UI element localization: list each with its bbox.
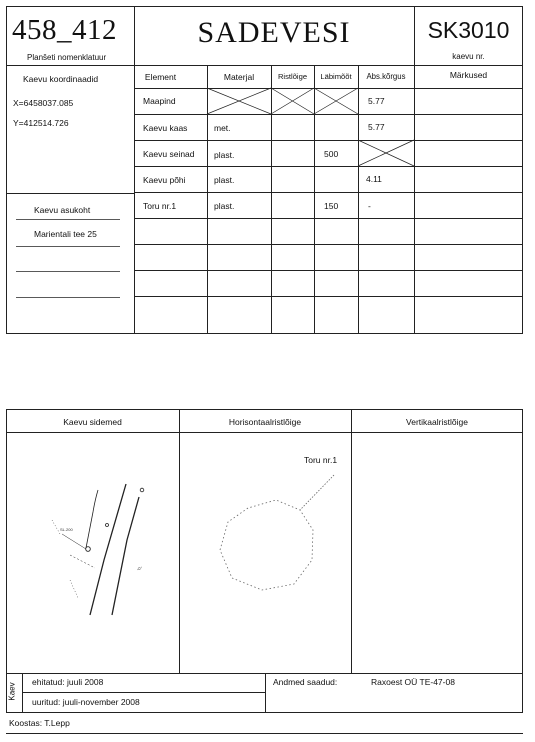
col-header-abs-height: Abs.kõrgus — [366, 72, 406, 81]
section-title-vertical: Vertikaalristlõige — [406, 417, 468, 427]
table-cell-element: Maapind — [143, 96, 176, 106]
table-cell-abs-height: 5.77 — [368, 96, 385, 106]
table-cell-abs-height: - — [368, 201, 371, 211]
surveyed-date: uuritud: juuli-november 2008 — [32, 697, 140, 707]
table-cell-diameter: 150 — [324, 201, 339, 211]
table-cell-material: plast. — [214, 175, 235, 185]
coordinate-x: X=6458037.085 — [13, 98, 74, 108]
table-cell-element: Kaevu põhi — [143, 175, 186, 185]
col-header-material: Materjal — [223, 72, 255, 82]
table-cell-element: Toru nr.1 — [143, 201, 177, 211]
data-source-label: Andmed saadud: — [273, 677, 338, 687]
site-sketch — [52, 484, 144, 615]
location-label: Kaevu asukoht — [34, 205, 91, 215]
table-cell-material: plast. — [214, 150, 235, 160]
col-header-diameter: Läbimõõt — [320, 72, 352, 81]
well-code-label: kaevu nr. — [452, 52, 485, 61]
col-header-remarks: Märkused — [449, 70, 488, 80]
location-address: Marientali tee 25 — [34, 229, 97, 239]
side-label: Kaev — [7, 682, 17, 701]
coordinates-label: Kaevu koordinaadid — [23, 74, 99, 84]
table-cell-element: Kaevu seinad — [143, 149, 195, 159]
col-header-cross-section: Ristlõige — [277, 72, 308, 81]
table-cell-element: Kaevu kaas — [143, 123, 188, 133]
well-code: SK3010 — [427, 17, 510, 43]
compiler: Koostas: T.Lepp — [9, 718, 70, 728]
sheet-label: Planšeti nomenklatuur — [27, 53, 107, 62]
svg-text:TL: TL — [136, 565, 143, 572]
table-cell-material: met. — [214, 123, 231, 133]
section-title-connections: Kaevu sidemed — [63, 417, 122, 427]
cross-section-sketch — [220, 475, 334, 590]
data-source: Raxoest OÜ TE-47-08 — [371, 677, 455, 687]
page-title: SADEVESI — [197, 16, 351, 49]
pipe-label: Toru nr.1 — [304, 455, 338, 465]
table-cell-material: plast. — [214, 201, 235, 211]
coordinate-y: Y=412514.726 — [13, 118, 69, 128]
table-cell-abs-height: 5.77 — [368, 122, 385, 132]
svg-text:SL.200: SL.200 — [60, 527, 73, 532]
sheet-number: 458_412 — [12, 14, 117, 46]
col-header-element: Element — [144, 72, 177, 82]
table-cell-diameter: 500 — [324, 149, 339, 159]
built-date: ehitatud: juuli 2008 — [32, 677, 104, 687]
table-cell-abs-height: 4.11 — [366, 174, 382, 184]
section-title-horizontal: Horisontaalristlõige — [228, 417, 302, 427]
